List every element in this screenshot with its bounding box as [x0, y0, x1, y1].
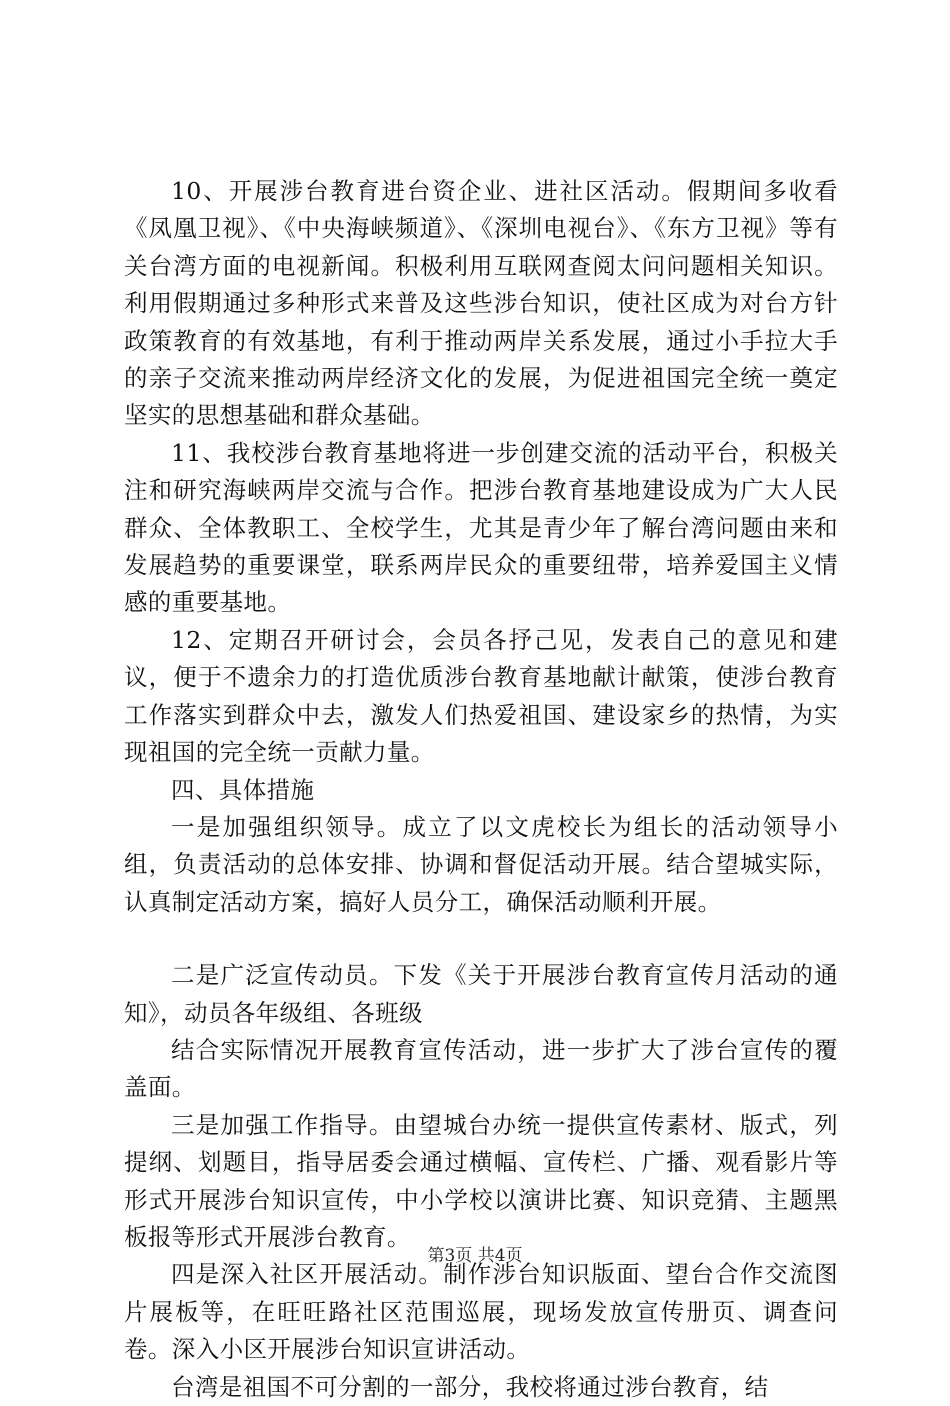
measure-organization: 一是加强组织领导。成立了以文虎校长为组长的活动领导小组，负责活动的总体安排、协调和督促活动开展。结合望城实际，认真制定活动方案，搞好人员分工，确保活动顺利开展。	[124, 812, 838, 916]
blank-line	[124, 921, 838, 957]
measure-publicity: 二是广泛宣传动员。下发《关于开展涉台教育宣传月活动的通知》，动员各年级组、各班级	[124, 961, 838, 1027]
paragraph-item-11: 11、我校涉台教育基地将进一步创建交流的活动平台，积极关注和研究海峡两岸交流与合作。把涉台教育基地建设成为广大人民群众、全体教职工、全校学生，尤其是青少年了解台湾问题由来和发展趋势的重要课堂，联系两岸民众的重要纽带，培养爱国主义情感的重要基地。	[124, 438, 838, 617]
measure-publicity-continued: 结合实际情况开展教育宣传活动，进一步扩大了涉台宣传的覆盖面。	[124, 1035, 838, 1102]
section-heading: 四、具体措施	[171, 775, 315, 804]
page-footer: 第3页 共4页	[427, 1246, 523, 1266]
paragraph-item-10: 10、开展涉台教育进台资企业、进社区活动。假期间多收看《凤凰卫视》、《中央海峡频道》、《深圳电视台》、《东方卫视》等有关台湾方面的电视新闻。积极利用互联网查阅太问问题相关知识。利用假期通过多种形式来普及这些涉台知识，使社区成为对台方针政策教育的有效基地，有利于推动两岸关系发展，通过小手拉大手的亲子交流来推动两岸经济文化的发展，为促进祖国完全统一奠定坚实的思想基础和群众基础。	[124, 177, 838, 430]
measure-community: 四是深入社区开展活动。制作涉台知识版面、望台合作交流图片展板等，在旺旺路社区范围巡展，现场发放宣传册页、调查问卷。深入小区开展涉台知识宣讲活动。	[124, 1260, 838, 1364]
paragraph-item-12: 12、定期召开研讨会，会员各抒己见，发表自己的意见和建议，便于不遗余力的打造优质涉台教育基地献计献策，使涉台教育工作落实到群众中去，激发人们热爱祖国、建设家乡的热情，为实现祖国的完全统一贡献力量。	[124, 625, 838, 767]
document-body	[124, 173, 838, 1406]
closing-paragraph: 台湾是祖国不可分割的一部分，我校将通过涉台教育，结	[171, 1372, 769, 1401]
measure-guidance: 三是加强工作指导。由望城台办统一提供宣传素材、版式，列提纲、划题目，指导居委会通过横幅、宣传栏、广播、观看影片等形式开展涉台知识宣传，中小学校以演讲比赛、知识竞猜、主题黑板报等形式开展涉台教育。	[124, 1110, 838, 1251]
